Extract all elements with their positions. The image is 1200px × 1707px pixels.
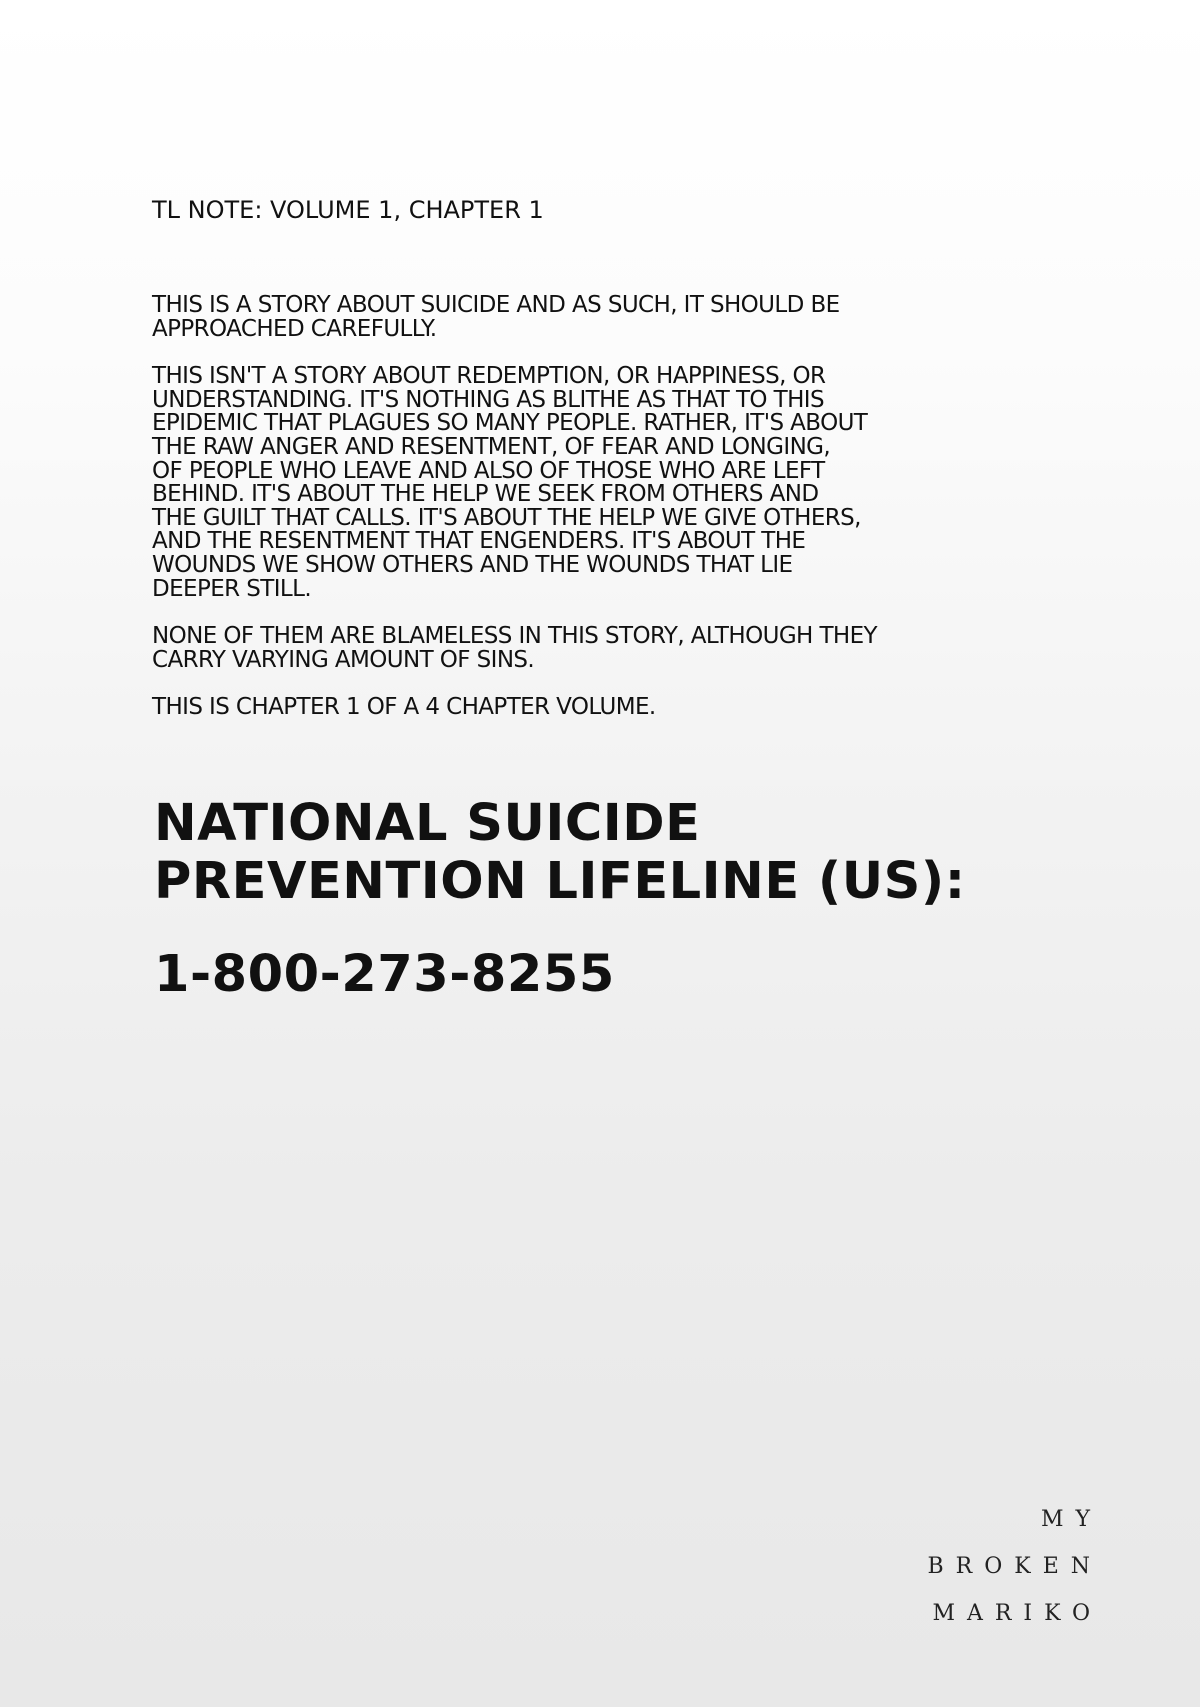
tl-note-body <box>152 294 1052 744</box>
series-logo-line-1: MY <box>1040 1507 1102 1532</box>
tl-note-heading: TL NOTE: VOLUME 1, CHAPTER 1 <box>152 196 544 224</box>
note-paragraph-3: NONE OF THEM ARE BLAMELESS IN THIS STORY, ALTHOUGH THEY CARRY VARYING AMOUNT OF SINS. <box>152 623 877 673</box>
note-paragraph-4: THIS IS CHAPTER 1 OF A 4 CHAPTER VOLUME. <box>152 694 656 721</box>
lifeline-phone-number: 1-800-273-8255 <box>154 945 615 1004</box>
note-paragraph-1: THIS IS A STORY ABOUT SUICIDE AND AS SUCH, IT SHOULD BE APPROACHED CAREFULLY. <box>152 292 840 342</box>
lifeline-title: NATIONAL SUICIDE PREVENTION LIFELINE (US): <box>154 794 966 911</box>
series-logo-line-3: MARIKO <box>932 1601 1102 1626</box>
note-paragraph-2: THIS ISN'T A STORY ABOUT REDEMPTION, OR HAPPINESS, OR UNDERSTANDING. IT'S NOTHING AS BLITHE AS THAT TO THIS EPIDEMIC THAT PLAGUES SO MANY PEOPLE. RATHER, IT'S ABOUT THE RAW ANGER AND RESENTMENT, OF FEAR AND LONGING, OF PEOPLE WHO LEAVE AND ALSO OF THOSE WHO ARE LEFT BEHIND. IT'S ABOUT THE HELP WE SEEK FROM OTHERS AND THE GUILT THAT CALLS. IT'S ABOUT THE HELP WE GIVE OTHERS, AND THE RESENTMENT THAT ENGENDERS. IT'S ABOUT THE WOUNDS WE SHOW OTHERS AND THE WOUNDS THAT LIE DEEPER STILL. <box>152 363 868 602</box>
series-logo-line-2: BROKEN <box>927 1554 1102 1579</box>
series-logo <box>902 1496 1102 1637</box>
